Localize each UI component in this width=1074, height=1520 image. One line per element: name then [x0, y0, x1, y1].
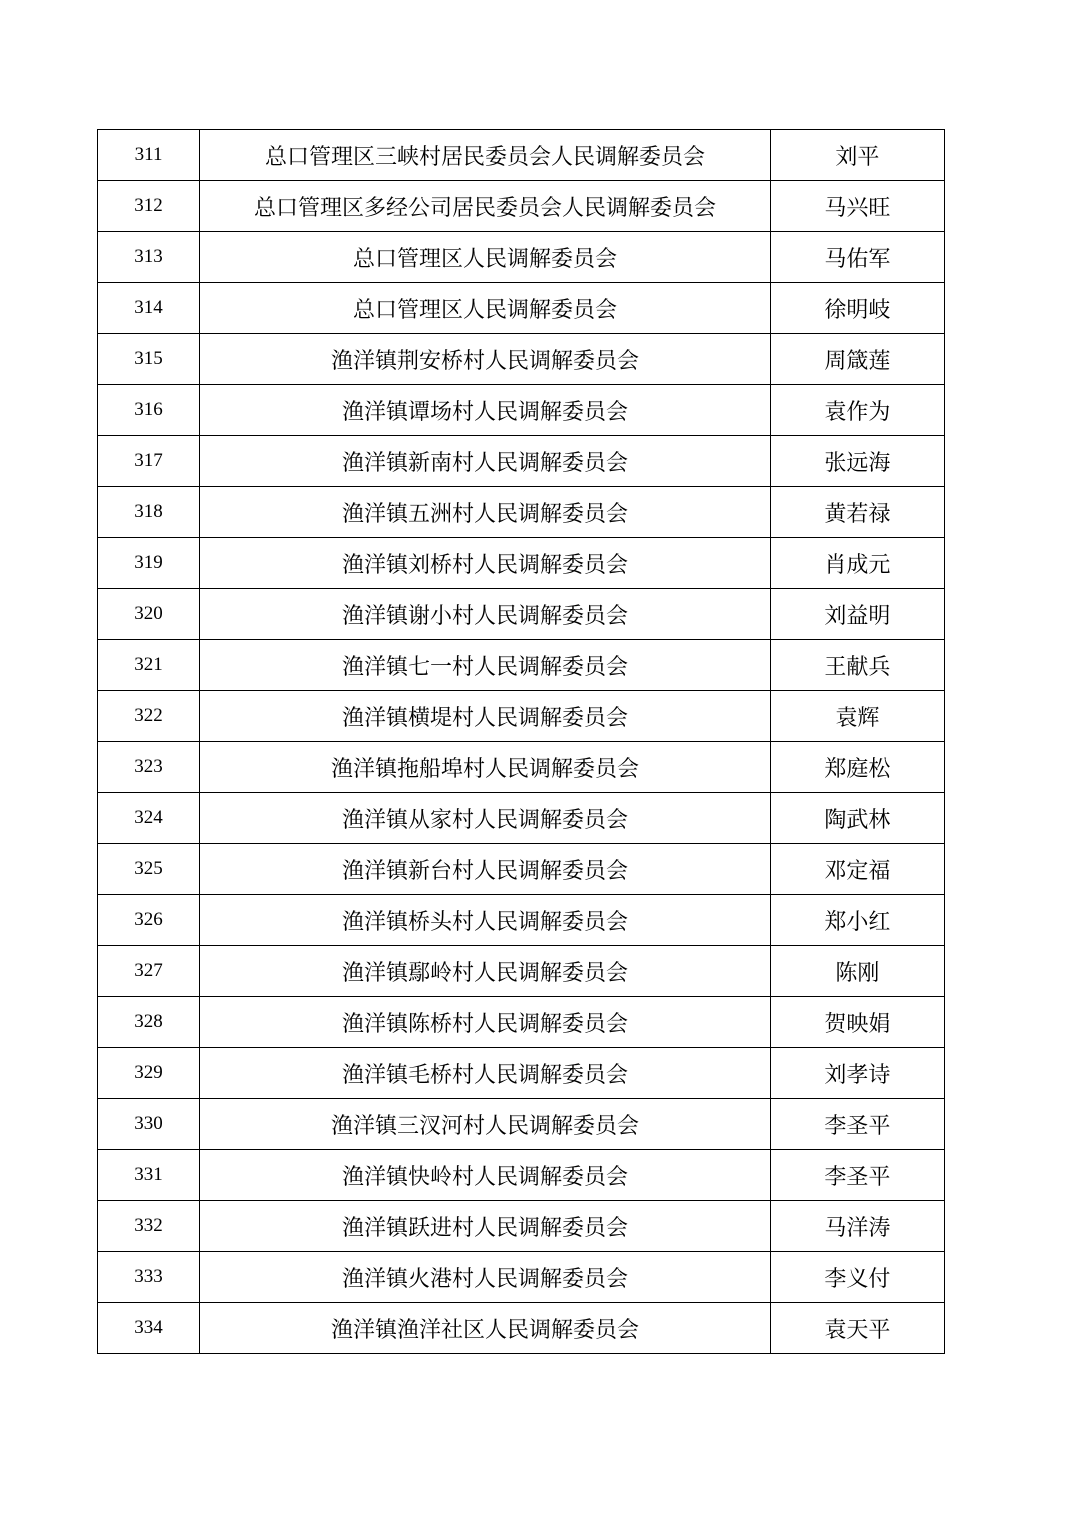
person-name: 马洋涛	[770, 1201, 944, 1252]
table-row	[98, 487, 945, 538]
row-number: 324	[98, 793, 200, 844]
table-row	[98, 232, 945, 283]
table-row	[98, 1150, 945, 1201]
committee-name: 渔洋镇鄢岭村人民调解委员会	[200, 946, 771, 997]
table-row	[98, 436, 945, 487]
committee-name: 渔洋镇毛桥村人民调解委员会	[200, 1048, 771, 1099]
row-number: 323	[98, 742, 200, 793]
table-row	[98, 1099, 945, 1150]
committee-name: 总口管理区多经公司居民委员会人民调解委员会	[200, 181, 771, 232]
person-name: 李圣平	[770, 1099, 944, 1150]
row-number: 320	[98, 589, 200, 640]
table-row	[98, 793, 945, 844]
person-name: 张远海	[770, 436, 944, 487]
row-number: 313	[98, 232, 200, 283]
person-name: 贺映娟	[770, 997, 944, 1048]
person-name: 肖成元	[770, 538, 944, 589]
table-row	[98, 742, 945, 793]
committee-name: 渔洋镇荆安桥村人民调解委员会	[200, 334, 771, 385]
table-row	[98, 1252, 945, 1303]
table-row	[98, 283, 945, 334]
committee-name: 渔洋镇新南村人民调解委员会	[200, 436, 771, 487]
person-name: 王献兵	[770, 640, 944, 691]
person-name: 李圣平	[770, 1150, 944, 1201]
committee-name: 渔洋镇五洲村人民调解委员会	[200, 487, 771, 538]
row-number: 329	[98, 1048, 200, 1099]
row-number: 331	[98, 1150, 200, 1201]
person-name: 袁天平	[770, 1303, 944, 1354]
committee-name: 渔洋镇新台村人民调解委员会	[200, 844, 771, 895]
row-number: 332	[98, 1201, 200, 1252]
committee-name: 总口管理区人民调解委员会	[200, 232, 771, 283]
row-number: 334	[98, 1303, 200, 1354]
table-row	[98, 640, 945, 691]
committee-name: 渔洋镇谢小村人民调解委员会	[200, 589, 771, 640]
table-row	[98, 691, 945, 742]
person-name: 马兴旺	[770, 181, 944, 232]
table-row	[98, 334, 945, 385]
table-row	[98, 589, 945, 640]
row-number: 322	[98, 691, 200, 742]
row-number: 318	[98, 487, 200, 538]
table-row	[98, 1048, 945, 1099]
person-name: 刘平	[770, 130, 944, 181]
person-name: 徐明岐	[770, 283, 944, 334]
committee-name: 渔洋镇跃进村人民调解委员会	[200, 1201, 771, 1252]
committee-name: 渔洋镇陈桥村人民调解委员会	[200, 997, 771, 1048]
person-name: 郑庭松	[770, 742, 944, 793]
committee-name: 总口管理区人民调解委员会	[200, 283, 771, 334]
person-name: 邓定福	[770, 844, 944, 895]
table-row	[98, 1201, 945, 1252]
table-row	[98, 130, 945, 181]
row-number: 316	[98, 385, 200, 436]
person-name: 袁辉	[770, 691, 944, 742]
committee-name: 渔洋镇三汊河村人民调解委员会	[200, 1099, 771, 1150]
committee-name: 渔洋镇谭场村人民调解委员会	[200, 385, 771, 436]
committee-name: 渔洋镇拖船埠村人民调解委员会	[200, 742, 771, 793]
person-name: 马佑军	[770, 232, 944, 283]
table-row	[98, 946, 945, 997]
committee-name: 渔洋镇渔洋社区人民调解委员会	[200, 1303, 771, 1354]
row-number: 333	[98, 1252, 200, 1303]
committee-name: 总口管理区三峡村居民委员会人民调解委员会	[200, 130, 771, 181]
committee-name: 渔洋镇桥头村人民调解委员会	[200, 895, 771, 946]
row-number: 314	[98, 283, 200, 334]
person-name: 陈刚	[770, 946, 944, 997]
row-number: 321	[98, 640, 200, 691]
table-row	[98, 538, 945, 589]
person-name: 陶武林	[770, 793, 944, 844]
person-name: 刘孝诗	[770, 1048, 944, 1099]
person-name: 袁作为	[770, 385, 944, 436]
table-row	[98, 844, 945, 895]
committee-name: 渔洋镇刘桥村人民调解委员会	[200, 538, 771, 589]
committee-name: 渔洋镇快岭村人民调解委员会	[200, 1150, 771, 1201]
table-row	[98, 385, 945, 436]
row-number: 328	[98, 997, 200, 1048]
row-number: 327	[98, 946, 200, 997]
committee-name: 渔洋镇七一村人民调解委员会	[200, 640, 771, 691]
row-number: 312	[98, 181, 200, 232]
row-number: 319	[98, 538, 200, 589]
person-name: 周箴莲	[770, 334, 944, 385]
row-number: 330	[98, 1099, 200, 1150]
table-row	[98, 181, 945, 232]
mediation-committee-table	[97, 129, 945, 1354]
person-name: 刘益明	[770, 589, 944, 640]
row-number: 315	[98, 334, 200, 385]
table-row	[98, 1303, 945, 1354]
table-row	[98, 997, 945, 1048]
row-number: 325	[98, 844, 200, 895]
committee-name: 渔洋镇横堤村人民调解委员会	[200, 691, 771, 742]
table-row	[98, 895, 945, 946]
table-body	[98, 130, 945, 1354]
row-number: 326	[98, 895, 200, 946]
person-name: 黄若禄	[770, 487, 944, 538]
committee-name: 渔洋镇火港村人民调解委员会	[200, 1252, 771, 1303]
person-name: 李义付	[770, 1252, 944, 1303]
committee-name: 渔洋镇从家村人民调解委员会	[200, 793, 771, 844]
person-name: 郑小红	[770, 895, 944, 946]
row-number: 317	[98, 436, 200, 487]
row-number: 311	[98, 130, 200, 181]
